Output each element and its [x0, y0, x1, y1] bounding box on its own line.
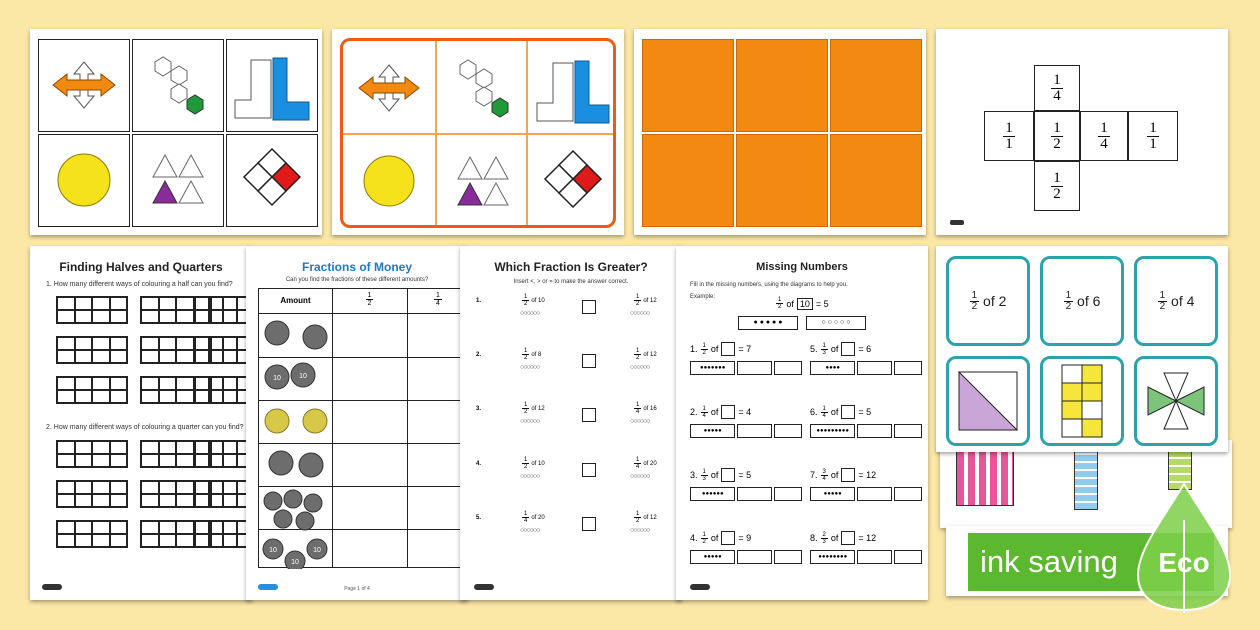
- shading-grid: [194, 336, 252, 364]
- dot-diagram: ●●●●●●●●●: [810, 424, 855, 438]
- shading-grid: [56, 440, 128, 468]
- orange-square: [642, 39, 734, 132]
- coin-label: 10: [299, 373, 307, 380]
- orange-square: [736, 39, 828, 132]
- circle-cell: [38, 134, 130, 227]
- greater-row: [460, 350, 682, 398]
- fraction-a: $\frac{1}{2}$ of 10: [524, 457, 545, 470]
- empty-diagram: [774, 487, 802, 501]
- missing-equation: 4. $\frac{1}{2}$ of = 9: [690, 531, 752, 545]
- missing-equation: 5. $\frac{1}{3}$ of = 6: [810, 342, 872, 356]
- orange-squares-card: [634, 29, 926, 235]
- greater-row: [460, 404, 682, 452]
- fraction-b: $\frac{1}{4}$ of 20: [636, 457, 657, 470]
- shapes-card-1: [30, 29, 322, 235]
- money-worksheet: [246, 246, 468, 600]
- missing-equation: 1. $\frac{1}{2}$ of = 7: [690, 342, 752, 356]
- empty-diagram: [857, 487, 891, 501]
- money-table: [258, 288, 468, 568]
- row-number: 3.: [476, 406, 482, 412]
- diamond-quarters-icon: [227, 135, 317, 225]
- l-shape-icon: [227, 40, 317, 130]
- dots-b: ○○○○○○: [630, 364, 650, 371]
- yellow-circle-icon: [39, 135, 129, 225]
- fraction-a: $\frac{1}{2}$ of 8: [524, 348, 542, 361]
- coin-label: 10: [273, 375, 281, 382]
- dots-a: ○○○○○○: [520, 473, 540, 480]
- dot-diagram: ●●●●●: [810, 487, 855, 501]
- answer-box[interactable]: [721, 468, 735, 482]
- missing-item: [810, 531, 922, 577]
- dots-b: ○○○○○○: [630, 527, 650, 534]
- brand-logo: [950, 220, 964, 225]
- shading-grid: [56, 376, 128, 404]
- empty-diagram: [894, 361, 922, 375]
- net-face-2: $\frac{1}{2}$: [1034, 111, 1080, 161]
- greater-row: [460, 513, 682, 561]
- fraction-card: $\frac{1}{2}$ of 6: [1040, 256, 1124, 346]
- coins-icon: [259, 313, 332, 569]
- net-top-face: $\frac{1}{4}$: [1034, 65, 1080, 111]
- missing-equation: 2. $\frac{1}{4}$ of = 4: [690, 405, 752, 419]
- orange-square: [736, 134, 828, 227]
- shading-grid: [194, 296, 252, 324]
- dot-diagram: ●●●●●●: [690, 487, 735, 501]
- empty-diagram: [857, 361, 891, 375]
- fraction-card: $\frac{1}{2}$ of 2: [946, 256, 1030, 346]
- missing-equation: 8. $\frac{2}{3}$ of = 12: [810, 531, 877, 545]
- missing-instr: Fill in the missing numbers, using the diagrams to help you.: [690, 282, 848, 288]
- comparison-box[interactable]: [582, 354, 596, 368]
- triangles-icon: [133, 135, 223, 225]
- answer-box[interactable]: [721, 405, 735, 419]
- answer-box[interactable]: [841, 405, 855, 419]
- dots-a: ○○○○○○: [520, 527, 540, 534]
- answer-box[interactable]: [721, 342, 735, 356]
- greater-instr: Insert <, > or = to make the answer correct.: [513, 279, 629, 285]
- ink-saving-text: ink saving: [980, 544, 1118, 579]
- example-label: Example:: [690, 294, 716, 300]
- bar-model: [1074, 448, 1098, 510]
- hexagon-cell: [132, 39, 224, 132]
- answer-box[interactable]: [721, 531, 735, 545]
- grid-card: [1040, 356, 1124, 446]
- greater-title: Which Fraction Is Greater?: [494, 260, 648, 274]
- missing-equation: 7. $\frac{3}{4}$ of = 12: [810, 468, 877, 482]
- fraction-b: $\frac{1}{2}$ of 12: [636, 294, 657, 307]
- money-subtitle: Can you find the fractions of these different amounts?: [285, 277, 429, 283]
- halves-q1: 1. How many different ways of colouring a half can you find?: [46, 281, 233, 288]
- greater-row: [460, 459, 682, 507]
- row-number: 2.: [476, 352, 482, 358]
- row-number: 4.: [476, 461, 482, 467]
- l-shape-icon: [529, 43, 617, 131]
- fraction-b: $\frac{1}{2}$ of 12: [636, 511, 657, 524]
- yellow-circle-icon: [345, 137, 433, 225]
- hexagon-chain-icon: [133, 40, 223, 130]
- empty-diagram: [774, 424, 802, 438]
- fraction-a: $\frac{1}{2}$ of 10: [524, 294, 545, 307]
- hexagon-chain-icon: [438, 43, 526, 131]
- answer-box[interactable]: [841, 468, 855, 482]
- orange-board: [340, 38, 616, 228]
- triangle-card: [946, 356, 1030, 446]
- empty-diagram: [737, 424, 771, 438]
- dots-a: ○○○○○○: [520, 418, 540, 425]
- answer-box[interactable]: [841, 342, 855, 356]
- shading-grid: [194, 440, 252, 468]
- empty-diagram: [894, 424, 922, 438]
- empty-diagram: [894, 487, 922, 501]
- bowtie-icon: [1140, 365, 1212, 437]
- orange-square: [830, 39, 922, 132]
- fraction-a: $\frac{1}{2}$ of 12: [524, 402, 545, 415]
- orange-square: [830, 134, 922, 227]
- row-number: 5.: [476, 515, 482, 521]
- fraction-b: $\frac{1}{2}$ of 12: [636, 348, 657, 361]
- page-number: Page 1 of 4: [344, 586, 370, 592]
- brand-logo: [474, 584, 494, 590]
- net-face-4: $\frac{1}{1}$: [1128, 111, 1178, 161]
- dot-diagram: ●●●●●: [690, 550, 735, 564]
- missing-equation: 3. $\frac{1}{3}$ of = 5: [690, 468, 752, 482]
- quarter-header: $\frac{1}{4}$: [436, 292, 440, 307]
- brand-logo: [690, 584, 710, 590]
- dots-a: ○○○○○○: [520, 310, 540, 317]
- triangles-cell: [132, 134, 224, 227]
- halves-q2: 2. How many different ways of colouring a quarter can you find?: [46, 424, 244, 431]
- fraction-b: $\frac{1}{4}$ of 16: [636, 402, 657, 415]
- fraction-card: $\frac{1}{2}$ of 4: [1134, 256, 1218, 346]
- missing-item: [810, 405, 922, 451]
- teal-cards-front: [936, 246, 1228, 452]
- halves-worksheet: [30, 246, 252, 600]
- shading-grid: [194, 376, 252, 404]
- brand-logo: [258, 584, 278, 590]
- dots-b: ○○○○○○: [630, 418, 650, 425]
- greater-worksheet: [460, 246, 682, 600]
- arrow-cell: [38, 39, 130, 132]
- comparison-box[interactable]: [582, 463, 596, 477]
- coin-label: 10: [313, 547, 321, 554]
- shading-grid: [56, 336, 128, 364]
- halves-title: Finding Halves and Quarters: [59, 260, 223, 274]
- comparison-box[interactable]: [582, 408, 596, 422]
- orange-square: [642, 134, 734, 227]
- leaf-icon: [1132, 480, 1242, 615]
- dot-diagram: ●●●●●: [690, 424, 735, 438]
- cross-arrows-icon: [39, 40, 129, 130]
- missing-item: [690, 468, 802, 514]
- dots-b: ○○○○○○: [630, 310, 650, 317]
- bar-model: [956, 448, 1014, 506]
- dots-b: ○○○○○○: [630, 473, 650, 480]
- dots-a: ○○○○○○: [520, 364, 540, 371]
- empty-diagram: [737, 361, 771, 375]
- diamond-quarters-icon: [529, 137, 617, 225]
- triangles-icon: [438, 137, 526, 225]
- l-shape-cell: [226, 39, 318, 132]
- coin-label: 10: [269, 547, 277, 554]
- answer-box[interactable]: [841, 531, 855, 545]
- net-face-3: $\frac{1}{4}$: [1080, 111, 1128, 161]
- cross-arrows-icon: [345, 43, 433, 131]
- greater-row: [460, 296, 682, 344]
- comparison-box[interactable]: [582, 517, 596, 531]
- fraction-a: $\frac{1}{4}$ of 20: [524, 511, 545, 524]
- coin-label: 10: [291, 559, 299, 566]
- missing-title: Missing Numbers: [756, 261, 848, 273]
- empty-diagram: [737, 550, 771, 564]
- missing-item: [690, 531, 802, 577]
- row-number: 1.: [476, 298, 482, 304]
- shading-grid: [194, 480, 252, 508]
- missing-item: [690, 405, 802, 451]
- empty-diagram: [774, 361, 802, 375]
- empty-diagram: [774, 550, 802, 564]
- example-equation: $\frac{1}{2}$ of 10 = 5: [778, 297, 829, 310]
- bowtie-card: [1134, 356, 1218, 446]
- empty-diagram: [737, 487, 771, 501]
- example-dots: ○ ○ ○ ○ ○: [806, 316, 866, 330]
- shading-grid: [194, 520, 252, 548]
- half-triangle-icon: [957, 370, 1019, 432]
- missing-item: [810, 342, 922, 388]
- shading-grid: [56, 296, 128, 324]
- yellow-grid-icon: [1060, 363, 1104, 439]
- dot-diagram: ●●●●●●●: [690, 361, 735, 375]
- shading-grid: [56, 480, 128, 508]
- money-title: Fractions of Money: [301, 260, 412, 274]
- empty-diagram: [894, 550, 922, 564]
- missing-item: [810, 468, 922, 514]
- empty-diagram: [857, 550, 891, 564]
- example-dots: ● ● ● ● ●: [738, 316, 798, 330]
- missing-equation: 6. $\frac{1}{4}$ of = 5: [810, 405, 872, 419]
- net-face-1: $\frac{1}{1}$: [984, 111, 1034, 161]
- shapes-card-2: [332, 29, 624, 235]
- missing-item: [690, 342, 802, 388]
- diamond-cell: [226, 134, 318, 227]
- dot-diagram: ●●●●●●●●: [810, 550, 855, 564]
- cube-net-card: [936, 29, 1228, 235]
- net-bottom-face: $\frac{1}{2}$: [1034, 161, 1080, 211]
- amount-header: Amount: [280, 296, 311, 305]
- comparison-box[interactable]: [582, 300, 596, 314]
- eco-label: Eco: [1158, 547, 1210, 578]
- missing-worksheet: [676, 246, 928, 600]
- shading-grid: [56, 520, 128, 548]
- empty-diagram: [857, 424, 891, 438]
- brand-logo: [42, 584, 62, 590]
- dot-diagram: ●●●●: [810, 361, 855, 375]
- half-header: $\frac{1}{2}$: [367, 292, 372, 307]
